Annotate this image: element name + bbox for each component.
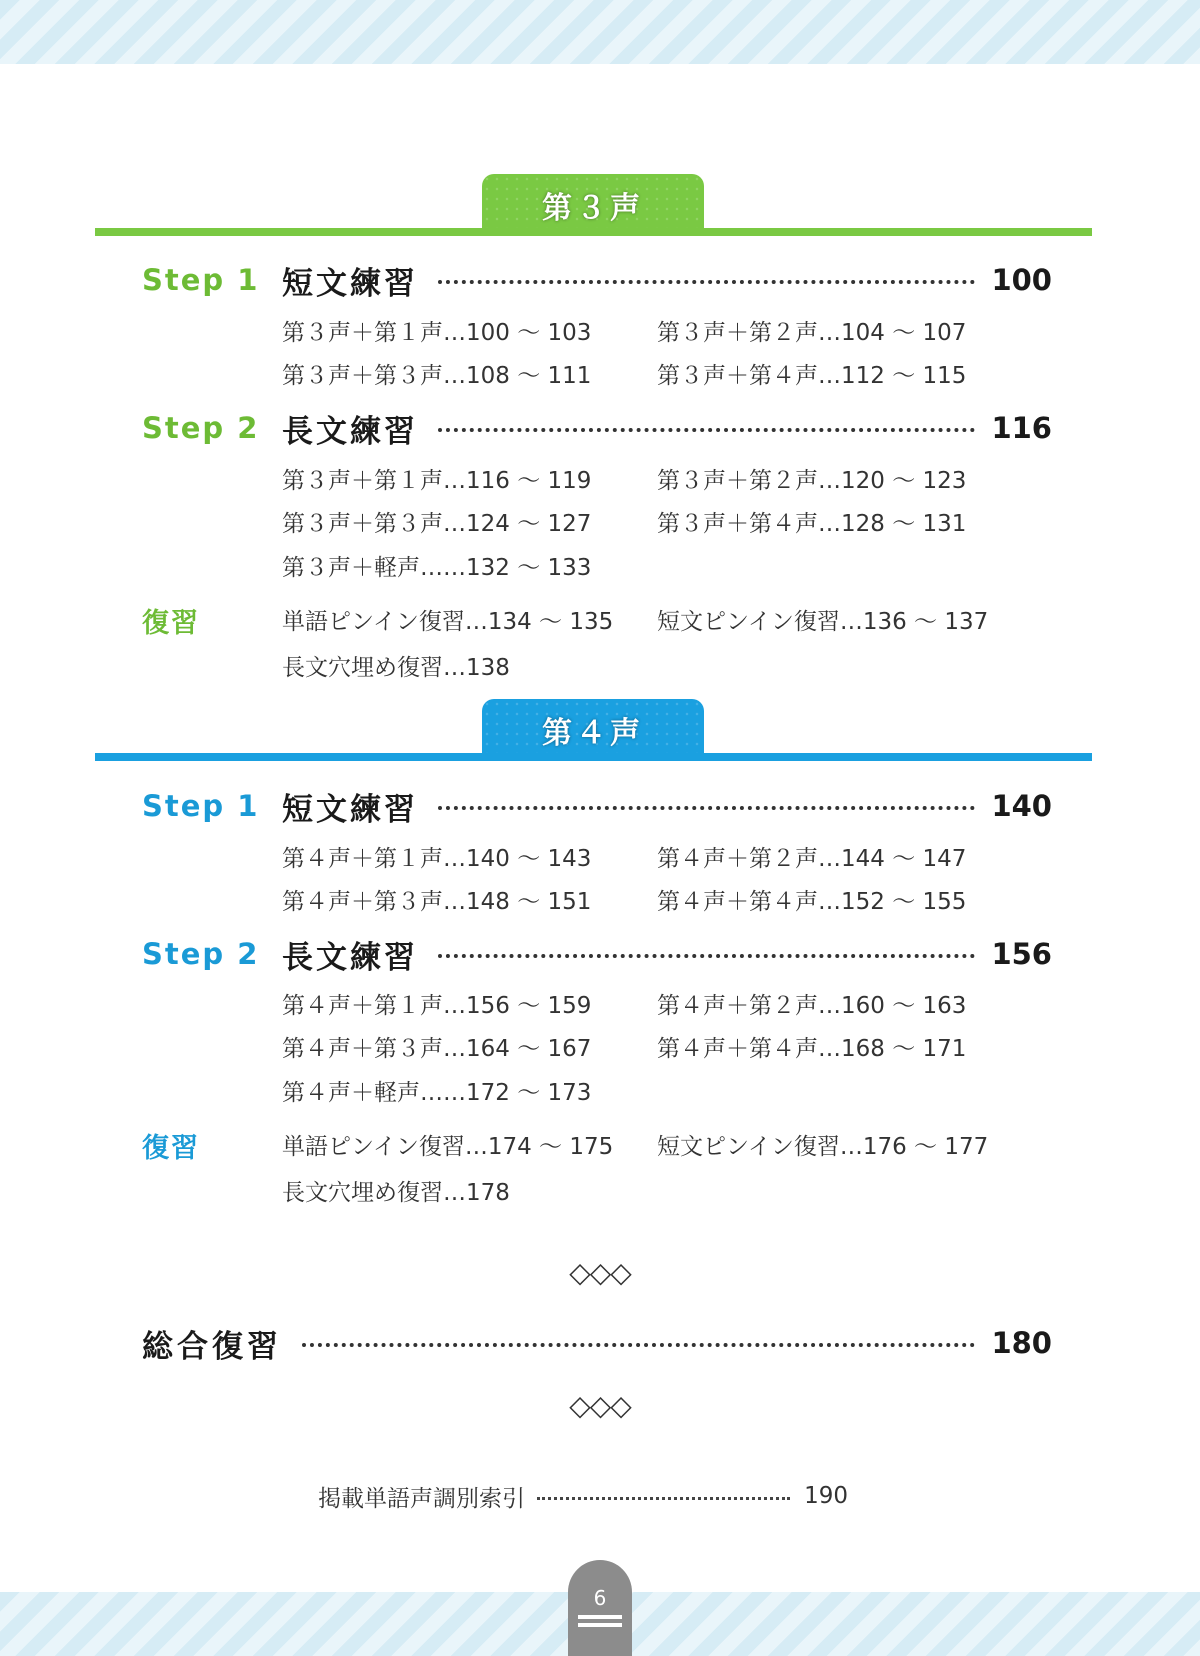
step-page-number: 156: [991, 937, 1052, 971]
page-tab-bar: [578, 1615, 622, 1619]
step-title: 長文練習: [282, 413, 418, 450]
index-title: 掲載単語声調別索引: [318, 1485, 525, 1512]
dot-leader: [438, 806, 975, 810]
toc-entry[interactable]: 第４声＋第１声…140 ～ 143: [282, 846, 592, 872]
toc-entry[interactable]: 第４声＋第３声…164 ～ 167: [282, 1036, 592, 1062]
general-review-title: 総合復習: [142, 1328, 282, 1365]
dot-leader: [438, 280, 975, 284]
diamond-divider: ◇◇◇: [569, 1389, 631, 1422]
review-label: 復習: [142, 608, 200, 639]
section-rule-tone3: [95, 228, 1092, 236]
toc-entry[interactable]: 単語ピンイン復習…134 ～ 135: [282, 609, 614, 635]
toc-step1-tone4[interactable]: [142, 784, 1052, 828]
toc-entry[interactable]: 第４声＋第１声…156 ～ 159: [282, 993, 592, 1019]
dot-leader: [438, 954, 975, 958]
top-stripe-band: [0, 0, 1200, 64]
index-page-number: 190: [804, 1483, 848, 1509]
toc-entry[interactable]: 第３声＋第２声…104 ～ 107: [657, 320, 967, 346]
toc-entry[interactable]: 第３声＋第１声…116 ～ 119: [282, 468, 592, 494]
section-tab-label: 第４声: [542, 716, 644, 751]
toc-entry[interactable]: 第４声＋第４声…152 ～ 155: [657, 889, 967, 915]
toc-entry[interactable]: 第３声＋第２声…120 ～ 123: [657, 468, 967, 494]
page-number-tab: [568, 1560, 632, 1656]
section-tab-label: 第３声: [542, 191, 644, 226]
section-rule-tone4: [95, 753, 1092, 761]
step-title: 長文練習: [282, 939, 418, 976]
toc-entry[interactable]: 第４声＋第３声…148 ～ 151: [282, 889, 592, 915]
step-title: 短文練習: [282, 265, 418, 302]
step-page-number: 140: [991, 789, 1052, 823]
general-review-page-number: 180: [991, 1326, 1052, 1360]
toc-entry[interactable]: 第３声＋第３声…124 ～ 127: [282, 511, 592, 537]
dot-leader: [302, 1343, 975, 1347]
step-page-number: 116: [991, 411, 1052, 445]
toc-entry[interactable]: 第４声＋軽声……172 ～ 173: [282, 1080, 592, 1106]
step-label: Step 1: [142, 789, 260, 823]
review-label: 復習: [142, 1133, 200, 1164]
step-label: Step 2: [142, 411, 260, 445]
section-tab-tone3: [482, 174, 704, 236]
dot-leader: [438, 428, 975, 432]
toc-entry[interactable]: 短文ピンイン復習…176 ～ 177: [657, 1134, 989, 1160]
toc-entry[interactable]: 長文穴埋め復習…138: [282, 655, 510, 681]
step-label: Step 2: [142, 937, 260, 971]
toc-step2-tone3[interactable]: [142, 406, 1052, 450]
page-number: 6: [593, 1586, 607, 1610]
diamond-divider: ◇◇◇: [569, 1256, 631, 1289]
step-page-number: 100: [991, 263, 1052, 297]
page-tab-bar: [578, 1623, 622, 1627]
toc-step1-tone3[interactable]: [142, 258, 1052, 302]
toc-index[interactable]: [318, 1478, 848, 1514]
toc-entry[interactable]: 第３声＋第３声…108 ～ 111: [282, 363, 592, 389]
toc-entry[interactable]: 長文穴埋め復習…178: [282, 1180, 510, 1206]
toc-entry[interactable]: 第３声＋軽声……132 ～ 133: [282, 555, 592, 581]
toc-general-review[interactable]: [142, 1320, 1052, 1366]
toc-entry[interactable]: 短文ピンイン復習…136 ～ 137: [657, 609, 989, 635]
toc-entry[interactable]: 第４声＋第２声…160 ～ 163: [657, 993, 967, 1019]
toc-entry[interactable]: 第３声＋第４声…112 ～ 115: [657, 363, 967, 389]
toc-entry[interactable]: 第４声＋第２声…144 ～ 147: [657, 846, 967, 872]
step-title: 短文練習: [282, 791, 418, 828]
toc-entry[interactable]: 第３声＋第４声…128 ～ 131: [657, 511, 967, 537]
toc-entry[interactable]: 第４声＋第４声…168 ～ 171: [657, 1036, 967, 1062]
section-tab-tone4: [482, 699, 704, 761]
step-label: Step 1: [142, 263, 260, 297]
toc-entry[interactable]: 第３声＋第１声…100 ～ 103: [282, 320, 592, 346]
dot-leader: [537, 1497, 790, 1500]
toc-entry[interactable]: 単語ピンイン復習…174 ～ 175: [282, 1134, 614, 1160]
toc-step2-tone4[interactable]: [142, 932, 1052, 976]
